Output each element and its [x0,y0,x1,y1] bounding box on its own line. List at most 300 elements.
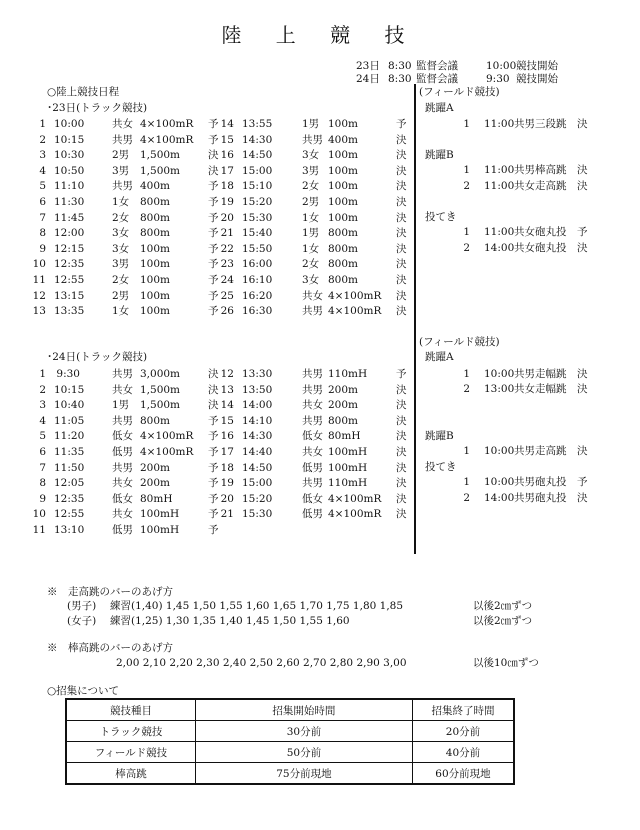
event-name: 100mH [328,461,368,474]
event-no: 2 [463,383,470,395]
start-time: 14:10 [242,414,273,427]
category: 共男 [302,305,323,318]
start-time: 15:40 [242,227,273,240]
event-no: 9 [39,242,46,255]
event-name: 800m [140,196,170,208]
event-no: 11 [32,524,46,536]
start-time: 15:10 [242,180,273,193]
category: 1男 [302,227,320,240]
event-name: 800m [140,414,170,427]
start-time: 14:30 [242,430,273,443]
category: 2女 [112,274,130,286]
start-time: 12:15 [54,242,85,255]
event-no: 12 [32,289,46,302]
start-cell: 30分前 [195,721,412,742]
category: 低女 [112,430,133,443]
field-group-name: 跳躍B [425,149,454,161]
round: 決 [396,211,407,224]
round: 予 [208,211,219,224]
round: 決 [396,164,407,177]
round: 予 [208,508,219,521]
start-time: 10:50 [54,164,85,177]
meeting-t1: 8:30 [388,60,412,72]
category: 共女 [112,118,133,130]
round: 決 [577,164,588,176]
round: 決 [396,289,407,302]
event-no: 6 [39,446,46,458]
round: 決 [396,274,407,286]
start-time: 11:00 [484,180,515,192]
event-no: 1 [463,445,470,457]
event-name: 800m [328,227,358,240]
event-no: 14 [220,399,234,412]
round: 決 [396,477,407,490]
start-time: 15:20 [242,492,273,505]
event-name: 100m [328,211,358,224]
event-name: 100m [140,242,170,255]
round: 決 [396,305,407,318]
event-name: 共女砲丸投 [514,242,567,254]
event-no: 16 [220,430,234,443]
event-name: 共男走高跳 [514,445,567,457]
event-name: 4×100mR [328,305,382,318]
category: 共女 [112,508,133,521]
start-time: 15:00 [242,477,273,490]
event-name: 100m [328,118,358,130]
category: 3女 [302,274,320,286]
schedule-heading: ○陸上競技日程 [47,86,120,98]
round: 予 [208,492,219,505]
category: 2女 [112,211,130,224]
recruit-header-row [66,699,514,721]
start-time: 15:20 [242,196,273,208]
event-no: 20 [220,492,234,505]
round: 決 [577,180,588,192]
category: 低女 [112,492,133,505]
event-no: 1 [39,368,46,380]
event-no: 1 [463,368,470,380]
start-cell: 50分前 [195,742,412,763]
round: 予 [208,414,219,427]
category: 低男 [302,508,323,521]
event-name: 100mH [140,508,180,521]
event-no: 14 [220,118,234,130]
event-no: 15 [220,133,234,146]
event-name: 4×100mR [140,446,194,458]
day23-track-heading: ･23日(トラック競技) [47,102,148,114]
round: 決 [208,368,219,380]
event-name: 1,500m [140,149,181,162]
category: 低男 [302,461,323,474]
event-name: 共男三段跳 [514,118,567,130]
high-jump-women-after: 以後2㎝ずつ [473,615,533,627]
day23-field-heading: (フィールド競技) [419,86,500,98]
round: 決 [577,242,588,254]
start-time: 9:30 [56,368,80,380]
event-name: 100m [328,180,358,193]
event-no: 7 [39,211,46,224]
event-name: 200m [328,399,358,412]
meeting-day: 24日 [356,73,380,85]
high-jump-women-heights: 練習(1,25) 1,30 1,35 1,40 1,45 1,50 1,55 1,60 [110,615,350,627]
pole-vault-after: 以後10㎝ずつ [473,657,539,669]
event-no: 19 [220,477,234,490]
round: 決 [396,149,407,162]
event-name: 200m [140,477,170,490]
event-no: 5 [39,430,46,443]
category: 共男 [112,414,133,427]
start-time: 12:00 [54,227,85,240]
high-jump-heading: ※ 走高跳のバーのあげ方 [47,586,173,598]
start-time: 15:50 [242,242,273,255]
round: 予 [208,258,219,271]
event-cell: トラック競技 [66,721,195,742]
table-row [66,742,514,763]
event-no: 13 [220,383,234,396]
meeting-day: 23日 [356,60,380,72]
event-no: 8 [39,477,46,490]
start-time: 10:00 [54,118,85,130]
field-group-name: 跳躍A [425,102,454,114]
round: 予 [208,524,219,536]
event-no: 22 [220,242,234,255]
table-row [66,763,514,785]
event-no: 26 [220,305,234,318]
category: 3女 [112,227,130,240]
end-cell: 60分前現地 [412,763,514,785]
event-no: 16 [220,149,234,162]
start-time: 16:20 [242,289,273,302]
round: 決 [396,227,407,240]
start-time: 13:55 [242,118,273,130]
event-name: 100m [140,274,170,286]
event-no: 5 [39,180,46,193]
event-name: 1,500m [140,164,181,177]
start-time: 13:35 [54,305,85,318]
end-cell: 20分前 [412,721,514,742]
category: 共男 [302,414,323,427]
event-name: 共女走高跳 [514,180,567,192]
start-time: 14:00 [242,399,273,412]
start-time: 13:10 [54,524,85,536]
event-name: 400m [328,133,358,146]
start-time: 10:30 [54,149,85,162]
meeting-t1: 8:30 [388,73,412,85]
category: 共女 [302,399,323,412]
start-time: 14:50 [242,149,273,162]
event-no: 1 [463,476,470,488]
header-start: 招集開始時間 [195,699,412,721]
event-no: 19 [220,196,234,208]
start-time: 14:00 [484,242,515,254]
category: 1女 [302,211,320,224]
event-cell: フィールド競技 [66,742,195,763]
event-no: 3 [39,399,46,412]
event-no: 1 [463,118,470,130]
event-name: 共男棒高跳 [514,164,567,176]
start-time: 11:30 [54,196,85,208]
event-name: 800m [328,258,358,271]
category: 2女 [302,180,320,193]
start-time: 10:00 [484,445,515,457]
event-name: 800m [328,274,358,286]
round: 決 [208,383,219,396]
table-row [66,721,514,742]
event-no: 20 [220,211,234,224]
category: 共男 [112,461,133,474]
start-time: 15:00 [242,164,273,177]
start-time: 11:35 [54,446,85,458]
start-time: 13:15 [54,289,85,302]
event-no: 10 [32,258,46,271]
category: 共女 [302,289,323,302]
event-no: 21 [220,227,234,240]
start-time: 11:00 [484,118,515,130]
round: 決 [396,399,407,412]
start-cell: 75分前現地 [195,763,412,785]
round: 予 [208,196,219,208]
round: 決 [396,508,407,521]
event-name: 4×100mR [328,289,382,302]
round: 予 [577,226,588,238]
field-group-name: 投てき [425,211,457,223]
round: 予 [208,242,219,255]
column-divider [414,84,416,554]
event-no: 10 [32,508,46,521]
start-time: 12:35 [54,492,85,505]
event-name: 800m [328,242,358,255]
category: 1女 [112,305,130,318]
start-time: 10:15 [54,383,85,396]
category: 低男 [112,524,133,536]
event-name: 共女走幅跳 [514,383,567,395]
category: 共男 [302,368,323,380]
event-name: 3,000m [140,368,181,380]
round: 予 [208,180,219,193]
round: 決 [396,196,407,208]
event-name: 共男砲丸投 [514,476,567,488]
event-no: 2 [463,492,470,504]
round: 決 [396,133,407,146]
day24-field-heading: (フィールド競技) [419,336,500,348]
round: 決 [577,368,588,380]
category: 共男 [302,133,323,146]
category: 低男 [112,446,133,458]
round: 予 [208,289,219,302]
start-time: 13:30 [242,368,273,380]
event-name: 共男走幅跳 [514,368,567,380]
start-time: 10:40 [54,399,85,412]
round: 予 [208,227,219,240]
category: 2男 [112,289,130,302]
event-name: 100m [328,164,358,177]
event-name: 100mH [140,524,180,536]
event-name: 4×100mR [328,508,382,521]
event-name: 4×100mR [140,133,194,146]
category: 1男 [302,118,320,130]
event-no: 3 [39,149,46,162]
round: 決 [577,118,588,130]
high-jump-men-heights: 練習(1,40) 1,45 1,50 1,55 1,60 1,65 1,70 1,75 1,80 1,85 [110,600,404,612]
event-name: 800m [140,227,170,240]
event-name: 200m [140,461,170,474]
event-name: 共女砲丸投 [514,226,567,238]
event-name: 4×100mR [328,492,382,505]
round: 予 [208,274,219,286]
start-time: 11:00 [484,226,515,238]
event-name: 110mH [328,477,368,490]
round: 決 [396,461,407,474]
category: 共女 [302,446,323,458]
start-time: 11:00 [484,164,515,176]
event-cell: 棒高跳 [66,763,195,785]
event-name: 800m [328,414,358,427]
event-no: 1 [39,118,46,130]
event-no: 23 [220,258,234,271]
meeting-m2: 競技開始 [516,73,558,85]
category: 共男 [112,133,133,146]
category: 2男 [302,196,320,208]
round: 決 [396,492,407,505]
event-name: 100m [140,289,170,302]
event-no: 2 [463,180,470,192]
round: 決 [396,242,407,255]
event-no: 17 [220,446,234,458]
category: 3男 [112,258,130,271]
recruit-table [65,698,515,785]
header-event: 競技種目 [66,699,195,721]
round: 決 [208,164,219,177]
round: 予 [577,476,588,488]
event-no: 4 [39,414,46,427]
high-jump-men-after: 以後2㎝ずつ [473,600,533,612]
pole-vault-heights: 2,00 2,10 2,20 2,30 2,40 2,50 2,60 2,70 2,80 2,90 3,00 [116,657,407,669]
round: 予 [396,368,407,380]
category: 2女 [302,258,320,271]
round: 決 [396,258,407,271]
start-time: 12:55 [54,508,85,521]
event-no: 25 [220,289,234,302]
start-time: 10:00 [484,368,515,380]
high-jump-men-label: (男子) [67,600,97,612]
event-no: 2 [463,242,470,254]
event-no: 18 [220,461,234,474]
round: 決 [577,383,588,395]
event-name: 110mH [328,368,368,380]
start-time: 14:30 [242,133,273,146]
start-time: 10:00 [484,476,515,488]
category: 低女 [302,430,323,443]
round: 予 [208,446,219,458]
event-name: 100m [140,305,170,318]
field-group-name: 投てき [425,461,457,473]
event-name: 4×100mR [140,430,194,443]
category: 共男 [302,477,323,490]
start-time: 12:35 [54,258,85,271]
start-time: 16:10 [242,274,273,286]
field-group-name: 跳躍A [425,351,454,363]
page-title: 陸 上 競 技 [221,23,419,47]
round: 予 [208,133,219,146]
event-name: 100mH [328,446,368,458]
event-no: 1 [463,226,470,238]
event-no: 18 [220,180,234,193]
start-time: 11:45 [54,211,85,224]
round: 決 [396,446,407,458]
event-no: 12 [220,368,234,380]
start-time: 11:20 [54,430,85,443]
meeting-t2: 10:00 [486,60,517,72]
event-no: 17 [220,164,234,177]
event-no: 24 [220,274,234,286]
round: 予 [208,430,219,443]
start-time: 12:05 [54,477,85,490]
round: 決 [396,383,407,396]
start-time: 11:10 [54,180,85,193]
category: 3女 [112,242,130,255]
pole-vault-heading: ※ 棒高跳のバーのあげ方 [47,642,173,654]
round: 決 [577,492,588,504]
day24-track-heading: ･24日(トラック競技) [47,351,148,363]
field-group-name: 跳躍B [425,430,454,442]
start-time: 14:50 [242,461,273,474]
event-name: 800m [140,211,170,224]
round: 決 [577,445,588,457]
round: 予 [208,305,219,318]
end-cell: 40分前 [412,742,514,763]
high-jump-women-label: (女子) [67,615,97,627]
event-no: 4 [39,164,46,177]
round: 決 [396,430,407,443]
event-no: 21 [220,508,234,521]
round: 決 [396,180,407,193]
header-end: 招集終了時間 [412,699,514,721]
start-time: 10:15 [54,133,85,146]
event-no: 7 [39,461,46,474]
category: 共男 [112,368,133,380]
round: 決 [208,149,219,162]
start-time: 13:50 [242,383,273,396]
event-no: 2 [39,133,46,146]
event-no: 1 [463,164,470,176]
category: 共男 [302,383,323,396]
start-time: 12:55 [54,274,85,286]
start-time: 16:30 [242,305,273,318]
event-name: 80mH [140,492,173,505]
round: 予 [396,118,407,130]
start-time: 14:00 [484,492,515,504]
event-name: 100m [328,196,358,208]
start-time: 16:00 [242,258,273,271]
round: 予 [208,461,219,474]
meeting-t2: 9:30 [486,73,510,85]
category: 共女 [112,383,133,396]
event-name: 共男砲丸投 [514,492,567,504]
start-time: 13:00 [484,383,515,395]
round: 決 [396,414,407,427]
meeting-m2: 競技開始 [516,60,558,72]
category: 3女 [302,149,320,162]
start-time: 15:30 [242,211,273,224]
event-name: 4×100mR [140,118,194,130]
event-name: 100m [140,258,170,271]
category: 共女 [112,477,133,490]
event-no: 13 [32,305,46,318]
event-name: 200m [328,383,358,396]
start-time: 15:30 [242,508,273,521]
event-no: 11 [32,274,46,286]
event-name: 1,500m [140,399,181,412]
